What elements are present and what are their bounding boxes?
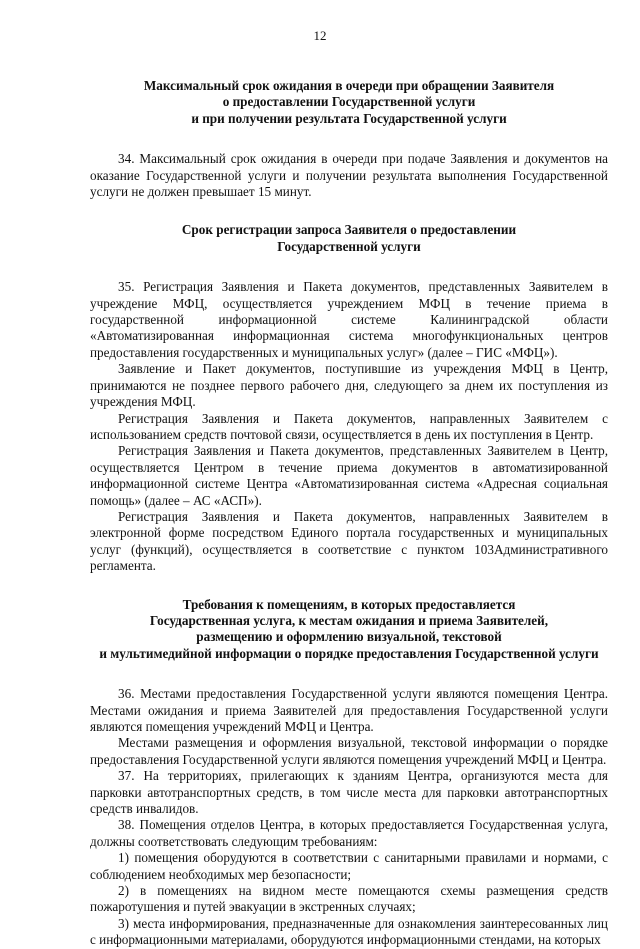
paragraph: Местами размещения и оформления визуальной, текстовой информации о порядке предоставления Государственной услуги являются помещения учреждений МФЦ и Центра. (90, 735, 608, 767)
heading-line: о предоставлении Государственной услуги (222, 94, 476, 110)
paragraph: 34. Максимальный срок ожидания в очереди при подаче Заявления и документов на оказание Государственной услуги и получении результата выполнения Государственной услуги не должен превышает 15 минут. (90, 151, 608, 200)
section-heading (90, 78, 608, 127)
paragraph: Регистрация Заявления и Пакета документов, направленных Заявителем в электронной форме посредством Единого портала государственных и муниципальных услуг (функций), осуществляется в соответствие с пунктом 103Административного регламента. (90, 508, 608, 574)
page-number: 12 (313, 28, 327, 43)
paragraph: Регистрация Заявления и Пакета документов, представленных Заявителем в Центр, осуществляется Центром в течение приема документов в автоматизированной информационной системе Центра «Автоматизированная система «Адресная социальная помощь» (далее – АС «АСП»). (90, 443, 608, 508)
heading-line: размещению и оформлению визуальной, текстовой (196, 629, 502, 645)
section-heading (90, 222, 608, 255)
heading-line: Требования к помещениям, в которых предоставляется (182, 596, 516, 612)
list-item: 1) помещения оборудуются в соответствии с санитарными правилами и нормами, с соблюдением необходимых мер безопасности; (90, 850, 608, 882)
paragraph: 37. На территориях, прилегающих к зданиям Центра, организуются места для парковки автотранспортных средств, в том числе места для парковки автотранспортных средств инвалидов. (90, 768, 608, 817)
section-heading (90, 597, 608, 663)
heading-line: и при получении результата Государственной услуги (191, 110, 507, 126)
section-waiting-time (90, 78, 608, 200)
list-item: 3) места информирования, предназначенные для ознакомления заинтересованных лиц с информационными материалами, оборудуются информационными стендами, на которых (90, 915, 608, 948)
heading-line: Государственная услуга, к местам ожидания и приема Заявителей, (149, 612, 549, 628)
paragraph: Регистрация Заявления и Пакета документов, направленных Заявителем с использованием средств почтовой связи, осуществляется в день их поступления в Центр. (90, 410, 608, 442)
section-premises-requirements (90, 597, 608, 949)
section-registration-term (90, 222, 608, 574)
paragraph: Заявление и Пакет документов, поступившие из учреждения МФЦ в Центр, принимаются не позднее первого рабочего дня, следующего за днем их поступления из учреждения МФЦ. (90, 361, 608, 410)
paragraph: 36. Местами предоставления Государственной услуги являются помещения Центра. Местами ожидания и приема Заявителей для предоставления Государственной услуги являются помещения учреждений МФЦ и Центра. (90, 686, 608, 734)
heading-line: Срок регистрации запроса Заявителя о предоставлении (181, 222, 517, 238)
list-item: 2) в помещениях на видном месте помещаются схемы размещения средств пожаротушения и путей эвакуации в экстренных случаях; (90, 883, 608, 915)
heading-line: Максимальный срок ожидания в очереди при обращении Заявителя (143, 78, 555, 93)
paragraph: 35. Регистрация Заявления и Пакета документов, представленных Заявителем в учреждение МФЦ, осуществляется учреждением МФЦ в течение приема в государственной информационной системе Калининградской области «Автоматизированная информационная система многофункциональных центров предоставления государственных и муниципальных услуг» (далее – ГИС «МФЦ»). (90, 279, 608, 360)
paragraph: 38. Помещения отделов Центра, в которых предоставляется Государственная услуга, должны соответствовать следующим требованиям: (90, 817, 608, 849)
heading-line: и мультимедийной информации о порядке предоставления Государственной услуги (99, 645, 599, 661)
document-body (90, 78, 608, 949)
heading-line: Государственной услуги (277, 238, 421, 254)
